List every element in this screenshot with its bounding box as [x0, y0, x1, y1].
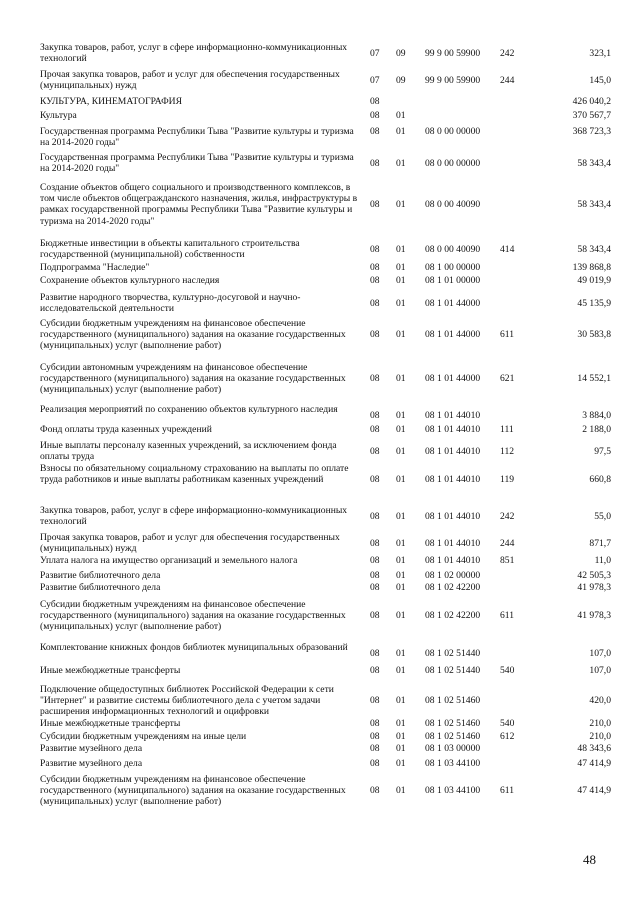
row-razdel-code: 08 [370, 785, 380, 796]
row-podrazdel-code: 01 [396, 665, 406, 676]
row-podrazdel-code: 01 [396, 158, 406, 169]
row-razdel-code: 08 [370, 582, 380, 593]
row-expense-type-code: 242 [500, 511, 515, 522]
row-amount: 107,0 [589, 665, 611, 676]
row-name: Иные межбюджетные трансферты [40, 718, 181, 729]
row-name: Субсидии бюджетным учреждениям на финансовое обеспечение государственного (муниципального) задания на оказание государственных (муниципальных) услуг (выполнение работ) [40, 599, 346, 633]
row-name: Государственная программа Республики Тыва "Развитие культуры и туризма на 2014-2020 годы" [40, 152, 354, 175]
row-podrazdel-code: 01 [396, 474, 406, 485]
row-name: Закупка товаров, работ, услуг в сфере информационно-коммуникационных технологий [40, 505, 348, 528]
row-name: Уплата налога на имущество организаций и земельного налога [40, 555, 298, 566]
row-podrazdel-code: 01 [396, 424, 406, 435]
row-target-article-code: 99 9 00 59900 [425, 48, 481, 59]
row-amount: 41 978,3 [577, 582, 611, 593]
row-name: Взносы по обязательному социальному страхованию на выплаты по оплате труда работников и иные выплаты работникам казенных учреждений [40, 463, 349, 486]
row-name: Создание объектов общего социального и производственного комплексов, в том числе объектов общегражданского назначения, жилья, инфраструктуры в рамках государственной программы Республики Тыва "Развитие культуры и туризма на 2014-2020 годы" [40, 182, 358, 227]
row-amount: 2 188,0 [582, 424, 611, 435]
row-podrazdel-code: 01 [396, 718, 406, 729]
page-number: 48 [583, 852, 596, 867]
row-razdel-code: 08 [370, 262, 380, 273]
row-amount: 14 552,1 [577, 373, 611, 384]
row-expense-type-code: 414 [500, 244, 515, 255]
row-razdel-code: 08 [370, 410, 380, 421]
row-target-article-code: 08 1 02 00000 [425, 570, 481, 581]
row-name: Бюджетные инвестиции в объекты капитального строительства государственной (муниципальной) собственности [40, 238, 300, 261]
row-podrazdel-code: 01 [396, 298, 406, 309]
row-name: Развитие народного творчества, культурно-досуговой и научно-исследовательской деятельности [40, 292, 301, 315]
row-amount: 210,0 [589, 731, 611, 742]
row-expense-type-code: 851 [500, 555, 515, 566]
row-target-article-code: 08 1 01 44000 [425, 329, 481, 340]
row-target-article-code: 08 1 02 42200 [425, 610, 481, 621]
row-name: Фонд оплаты труда казенных учреждений [40, 424, 212, 435]
row-podrazdel-code: 01 [396, 511, 406, 522]
row-target-article-code: 08 1 01 44010 [425, 555, 481, 566]
row-name: Прочая закупка товаров, работ и услуг для обеспечения государственных (муниципальных) нужд [40, 69, 340, 92]
row-podrazdel-code: 01 [396, 275, 406, 286]
row-name: Субсидии бюджетным учреждениям на финансовое обеспечение государственного (муниципального) задания на оказание государственных (муниципальных) услуг (выполнение работ) [40, 318, 346, 352]
row-target-article-code: 08 0 00 40090 [425, 199, 481, 210]
row-podrazdel-code: 09 [396, 48, 406, 59]
row-name: Реализация мероприятий по сохранению объектов культурного наследия [40, 404, 338, 415]
row-target-article-code: 08 1 01 44010 [425, 424, 481, 435]
row-target-article-code: 08 1 01 44010 [425, 511, 481, 522]
row-razdel-code: 08 [370, 199, 380, 210]
row-razdel-code: 07 [370, 75, 380, 86]
row-podrazdel-code: 01 [396, 244, 406, 255]
row-target-article-code: 08 1 02 51440 [425, 648, 481, 659]
row-expense-type-code: 540 [500, 718, 515, 729]
row-podrazdel-code: 01 [396, 262, 406, 273]
row-target-article-code: 08 1 02 51460 [425, 718, 481, 729]
row-razdel-code: 08 [370, 244, 380, 255]
row-razdel-code: 08 [370, 424, 380, 435]
row-razdel-code: 08 [370, 555, 380, 566]
row-expense-type-code: 611 [500, 329, 515, 340]
row-razdel-code: 08 [370, 743, 380, 754]
row-amount: 420,0 [589, 695, 611, 706]
row-razdel-code: 08 [370, 373, 380, 384]
row-podrazdel-code: 01 [396, 126, 406, 137]
row-amount: 323,1 [589, 48, 611, 59]
row-expense-type-code: 621 [500, 373, 515, 384]
row-razdel-code: 08 [370, 718, 380, 729]
row-razdel-code: 08 [370, 126, 380, 137]
row-amount: 58 343,4 [577, 244, 611, 255]
row-target-article-code: 08 0 00 00000 [425, 126, 481, 137]
row-expense-type-code: 612 [500, 731, 515, 742]
row-amount: 660,8 [589, 474, 611, 485]
row-amount: 58 343,4 [577, 158, 611, 169]
row-razdel-code: 08 [370, 329, 380, 340]
row-amount: 3 884,0 [582, 410, 611, 421]
row-podrazdel-code: 01 [396, 373, 406, 384]
row-amount: 58 343,4 [577, 199, 611, 210]
row-name: Сохранение объектов культурного наследия [40, 275, 220, 286]
row-amount: 871,7 [589, 538, 611, 549]
row-name: Культура [40, 110, 77, 121]
row-target-article-code: 08 1 00 00000 [425, 262, 481, 273]
row-expense-type-code: 242 [500, 48, 515, 59]
row-podrazdel-code: 01 [396, 743, 406, 754]
row-expense-type-code: 119 [500, 474, 515, 485]
row-target-article-code: 08 1 01 00000 [425, 275, 481, 286]
row-target-article-code: 08 1 01 44010 [425, 474, 481, 485]
row-razdel-code: 08 [370, 665, 380, 676]
row-target-article-code: 08 1 01 44000 [425, 373, 481, 384]
row-razdel-code: 08 [370, 538, 380, 549]
row-razdel-code: 08 [370, 446, 380, 457]
row-podrazdel-code: 01 [396, 329, 406, 340]
row-name: Иные выплаты персоналу казенных учреждений, за исключением фонда оплаты труда [40, 440, 337, 463]
row-name: Субсидии бюджетным учреждениям на иные цели [40, 731, 247, 742]
row-amount: 30 583,8 [577, 329, 611, 340]
row-razdel-code: 08 [370, 298, 380, 309]
row-podrazdel-code: 01 [396, 648, 406, 659]
row-podrazdel-code: 01 [396, 538, 406, 549]
row-razdel-code: 08 [370, 474, 380, 485]
row-podrazdel-code: 01 [396, 199, 406, 210]
row-podrazdel-code: 01 [396, 695, 406, 706]
row-name: Комплектование книжных фондов библиотек муниципальных образований [40, 642, 348, 653]
row-podrazdel-code: 01 [396, 555, 406, 566]
row-podrazdel-code: 01 [396, 731, 406, 742]
row-target-article-code: 08 1 03 00000 [425, 743, 481, 754]
row-podrazdel-code: 01 [396, 446, 406, 457]
row-razdel-code: 08 [370, 695, 380, 706]
row-amount: 11,0 [594, 555, 611, 566]
row-expense-type-code: 611 [500, 785, 515, 796]
row-razdel-code: 08 [370, 275, 380, 286]
row-podrazdel-code: 01 [396, 410, 406, 421]
row-name: КУЛЬТУРА, КИНЕМАТОГРАФИЯ [40, 96, 182, 107]
row-target-article-code: 08 0 00 40090 [425, 244, 481, 255]
row-podrazdel-code: 01 [396, 110, 406, 121]
row-podrazdel-code: 09 [396, 75, 406, 86]
row-razdel-code: 08 [370, 610, 380, 621]
row-name: Подпрограмма "Наследие" [40, 262, 150, 273]
row-razdel-code: 08 [370, 731, 380, 742]
row-target-article-code: 08 1 02 51440 [425, 665, 481, 676]
row-target-article-code: 08 1 03 44100 [425, 785, 481, 796]
row-amount: 370 567,7 [572, 110, 611, 121]
row-expense-type-code: 611 [500, 610, 515, 621]
row-target-article-code: 08 1 01 44000 [425, 298, 481, 309]
row-amount: 368 723,3 [572, 126, 611, 137]
row-expense-type-code: 540 [500, 665, 515, 676]
row-name: Развитие библиотечного дела [40, 582, 161, 593]
row-target-article-code: 08 1 01 44010 [425, 538, 481, 549]
row-target-article-code: 08 1 02 42200 [425, 582, 481, 593]
row-amount: 41 978,3 [577, 610, 611, 621]
row-razdel-code: 08 [370, 158, 380, 169]
row-razdel-code: 08 [370, 570, 380, 581]
row-amount: 55,0 [594, 511, 611, 522]
row-razdel-code: 08 [370, 110, 380, 121]
row-target-article-code: 08 1 01 44010 [425, 410, 481, 421]
row-name: Субсидии бюджетным учреждениям на финансовое обеспечение государственного (муниципального) задания на оказание государственных (муниципальных) услуг (выполнение работ) [40, 774, 346, 808]
row-name: Прочая закупка товаров, работ и услуг для обеспечения государственных (муниципальных) нужд [40, 532, 340, 555]
row-amount: 107,0 [589, 648, 611, 659]
row-razdel-code: 08 [370, 96, 380, 107]
row-expense-type-code: 244 [500, 75, 515, 86]
row-target-article-code: 08 1 02 51460 [425, 695, 481, 706]
row-amount: 47 414,9 [577, 785, 611, 796]
row-podrazdel-code: 01 [396, 758, 406, 769]
row-target-article-code: 08 1 03 44100 [425, 758, 481, 769]
row-podrazdel-code: 01 [396, 570, 406, 581]
row-name: Государственная программа Республики Тыва "Развитие культуры и туризма на 2014-2020 годы" [40, 126, 354, 149]
row-name: Субсидии автономным учреждениям на финансовое обеспечение государственного (муниципального) задания на оказание государственных (муниципальных) услуг (выполнение работ) [40, 362, 346, 396]
row-name: Иные межбюджетные трансферты [40, 665, 181, 676]
row-name: Закупка товаров, работ, услуг в сфере информационно-коммуникационных технологий [40, 42, 348, 65]
row-amount: 42 505,3 [577, 570, 611, 581]
row-name: Развитие библиотечного дела [40, 570, 161, 581]
row-amount: 210,0 [589, 718, 611, 729]
row-amount: 139 868,8 [572, 262, 611, 273]
row-amount: 47 414,9 [577, 758, 611, 769]
row-target-article-code: 99 9 00 59900 [425, 75, 481, 86]
row-expense-type-code: 112 [500, 446, 515, 457]
row-podrazdel-code: 01 [396, 610, 406, 621]
row-expense-type-code: 244 [500, 538, 515, 549]
row-podrazdel-code: 01 [396, 582, 406, 593]
row-amount: 426 040,2 [572, 96, 611, 107]
row-podrazdel-code: 01 [396, 785, 406, 796]
row-razdel-code: 08 [370, 758, 380, 769]
row-target-article-code: 08 1 01 44010 [425, 446, 481, 457]
row-amount: 97,5 [594, 446, 611, 457]
row-name: Развитие музейного дела [40, 743, 143, 754]
row-amount: 45 135,9 [577, 298, 611, 309]
row-target-article-code: 08 1 02 51460 [425, 731, 481, 742]
row-razdel-code: 08 [370, 648, 380, 659]
row-expense-type-code: 111 [500, 424, 514, 435]
row-amount: 48 343,6 [577, 743, 611, 754]
row-razdel-code: 07 [370, 48, 380, 59]
row-target-article-code: 08 0 00 00000 [425, 158, 481, 169]
row-name: Подключение общедоступных библиотек Российской Федерации к сети "Интернет" и развитие системы библиотечного дела с учетом задачи расширения информационных технологий и оцифровки [40, 684, 334, 718]
row-razdel-code: 08 [370, 511, 380, 522]
row-name: Развитие музейного дела [40, 758, 143, 769]
row-amount: 145,0 [589, 75, 611, 86]
row-amount: 49 019,9 [577, 275, 611, 286]
